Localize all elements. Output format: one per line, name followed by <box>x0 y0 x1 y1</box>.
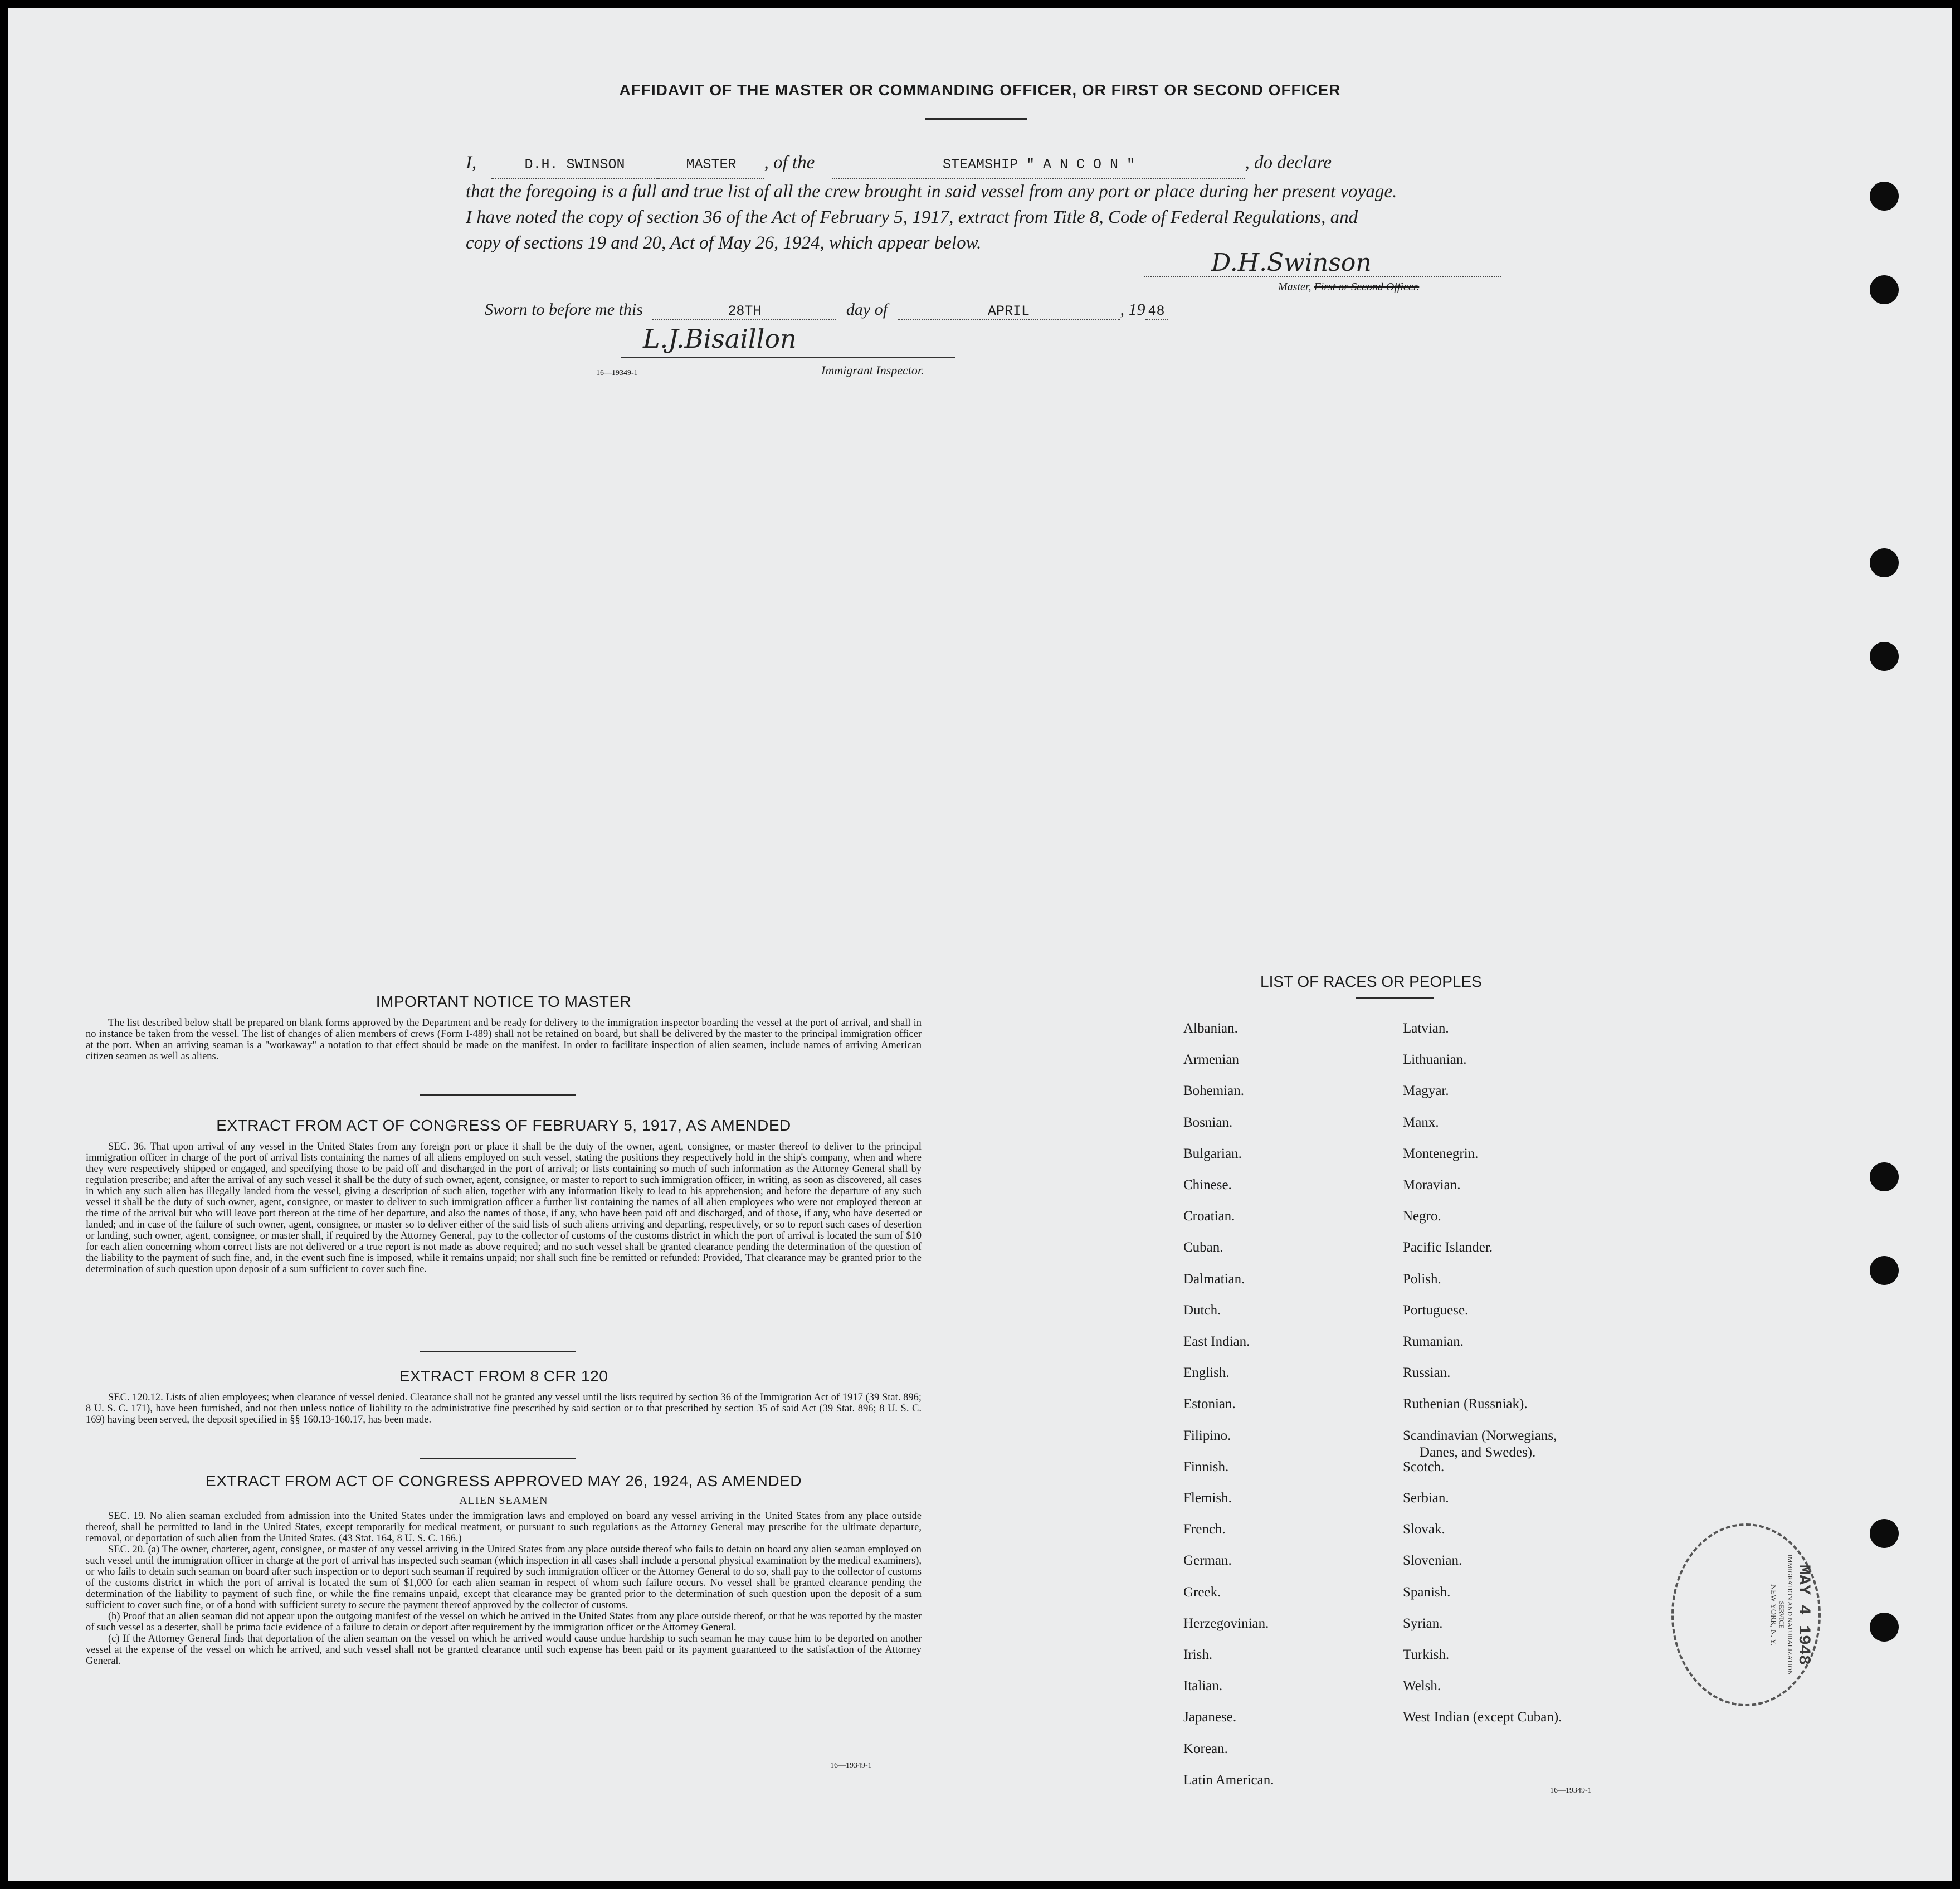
race-item: Chinese. <box>1183 1177 1232 1192</box>
declarant-name: D.H. SWINSON <box>491 152 659 179</box>
race-item: Greek. <box>1183 1584 1221 1600</box>
race-item: Irish. <box>1183 1647 1213 1662</box>
race-item: Magyar. <box>1403 1083 1449 1099</box>
race-item: Korean. <box>1183 1741 1228 1756</box>
race-item: West Indian (except Cuban). <box>1403 1710 1562 1725</box>
race-item: Scandinavian (Norwegians, <box>1403 1428 1557 1443</box>
race-item: Bosnian. <box>1183 1114 1233 1130</box>
form-number-left: 16—19349-1 <box>830 1761 872 1770</box>
notice-heading: IMPORTANT NOTICE TO MASTER <box>376 993 632 1010</box>
binder-hole <box>1870 548 1899 577</box>
race-item: Moravian. <box>1403 1177 1461 1192</box>
binder-hole <box>1870 1162 1899 1191</box>
inspector-signature-line <box>621 324 955 358</box>
sworn-month: APRIL <box>898 303 1120 320</box>
extract-1924-section <box>86 1472 922 1667</box>
binder-hole <box>1870 1613 1899 1642</box>
extract-cfr-section <box>86 1367 922 1425</box>
notice-paragraph: The list described below shall be prepared on blank forms approved by the Department and be ready for delivery to the immigration inspector boarding the vessel at the port of arrival, and shall in no instance be taken from the vessel. The list of changes of alien members of crews (Form I-489) shall not be retained on board, but shall be delivered by the master to the principal immigration officer at the port. When an arriving seaman is a "workaway" a notation to that effect should be made on the manifest. In order to facilitate inspection of alien seamen, include names of arriving American citizen seamen as well as aliens. <box>86 1017 922 1062</box>
sec-20c-paragraph: (c) If the Attorney General finds that deportation of the alien seaman on the vessel on which he arrived would cause undue hardship to such seaman he may cause him to be deported on another vessel at the expense of the vessel on which he arrived, and such vessel shall not be granted clearance until such expense has been paid or its payment guaranteed to the satisfaction of the Attorney General. <box>86 1633 922 1667</box>
sworn-prefix: Sworn to before me this <box>485 300 643 319</box>
race-item: Herzegovinian. <box>1183 1615 1269 1631</box>
notice-text <box>86 1017 922 1062</box>
race-item: Montenegrin. <box>1403 1146 1479 1161</box>
race-item: Welsh. <box>1403 1678 1441 1694</box>
affidavit-line3: I have noted the copy of section 36 of the Act of February 5, 1917, extract from Title 8, Code of Federal Regulations, and <box>466 207 1358 227</box>
divider <box>1356 997 1434 999</box>
day-of-text: day of <box>846 300 888 319</box>
declarant-rank: MASTER <box>659 152 764 179</box>
extract-1917-paragraph: SEC. 36. That upon arrival of any vessel in the United States from any foreign port or place it shall be the duty of the owner, agent, consignee, or master thereof to deliver to the principal immigration officer in charge of the port of arrival lists containing the names of all aliens employed on such vessel, stating the positions they respectively hold in the ship's company, when and where they were respectively shipped or engaged, and specifying those to be paid off and discharged in the port of arrival; or lists containing so much of such information as the Attorney General shall by regulation prescribe; and after the arrival of any such vessel it shall be the duty of such owner, agent, consignee, or master to report to such immigration officer, in writing, as soon as discovered, all cases in which any such alien has illegally landed from the vessel, giving a description of such alien, together with any information likely to lead to his apprehension; and before the departure of any such vessel it shall be the duty of such owner, agent, consignee, or master to deliver to such immigration officer a further list containing the names of all alien employees who were not employed thereon at the time of the arrival but who will leave port thereon at the time of her departure, and also the names of those, if any, who have been paid off and discharged, and of those, if any, who have deserted or landed; and in case of the failure of such owner, agent, consignee, or master so to deliver either of the said lists of such aliens arriving and departing, respectively, or so to report such cases of desertion or landing, such owner, agent, consignee, or master shall, if required by the Attorney General, pay to the collector of customs of the customs district in which the port of arrival is located the sum of $10 for each alien concerning whom correct lists are not delivered or a true report is not made as above required; and no such vessel shall be granted clearance pending the determination of the question of the liability to the payment of such fine, and, in the event such fine is imposed, while it remains unpaid; nor shall such fine be remitted or refunded: Provided, That clearance may be granted prior to the determination of such question upon deposit of a sum sufficient to cover such fine. <box>86 1141 922 1275</box>
binder-hole <box>1870 642 1899 671</box>
divider <box>420 1094 576 1096</box>
master-signature: D.H.Swinson <box>1211 249 1372 277</box>
master-caption <box>1278 281 1419 294</box>
race-item: Slovak. <box>1403 1522 1445 1537</box>
extract-1924-heading: EXTRACT FROM ACT OF CONGRESS APPROVED MAY 26, 1924, AS AMENDED <box>206 1472 802 1489</box>
pronoun-i: I, <box>466 153 477 173</box>
notice-section <box>86 993 922 1062</box>
race-item: English. <box>1183 1365 1230 1381</box>
extract-cfr-text <box>86 1392 922 1425</box>
race-item: Negro. <box>1403 1209 1441 1224</box>
race-item: Spanish. <box>1403 1584 1451 1600</box>
year-prefix: , 19 <box>1120 300 1145 319</box>
sec-19-paragraph: SEC. 19. No alien seaman excluded from admission into the United States under the immigration laws and employed on board any vessel arriving in the United States from any place outside thereof, shall be permitted to land in the United States, except temporarily for medical treatment, or pursuant to such regulations as the Attorney General may prescribe for the ultimate departure, removal, or deportation of such alien from the United States. (43 Stat. 164, 8 U. S. C. 166.) <box>86 1511 922 1544</box>
race-item: Syrian. <box>1403 1615 1443 1631</box>
race-item: Dutch. <box>1183 1302 1221 1318</box>
race-item: Portuguese. <box>1403 1302 1469 1318</box>
receipt-stamp <box>1671 1523 1821 1706</box>
binder-hole <box>1870 275 1899 304</box>
master-signature-line <box>1144 249 1501 277</box>
sworn-year: 48 <box>1145 303 1168 320</box>
binder-hole <box>1870 182 1899 211</box>
affidavit-line4: copy of sections 19 and 20, Act of May 26, 1924, which appear below. <box>466 233 982 253</box>
sec-20b-paragraph: (b) Proof that an alien seaman did not appear upon the outgoing manifest of the vessel on which he arrived in the United States from any place outside thereof, or that he was reported by the master of such vessel as a deserter, shall be prima facie evidence of a failure to detain or deport after requirement by the immigration officer or the Attorney General. <box>86 1611 922 1633</box>
divider <box>420 1351 576 1352</box>
race-item: Albanian. <box>1183 1021 1238 1036</box>
extract-cfr-heading: EXTRACT FROM 8 CFR 120 <box>399 1367 608 1385</box>
race-item: Dalmatian. <box>1183 1271 1245 1287</box>
race-item: Latvian. <box>1403 1021 1449 1036</box>
inspector-signature: L.J.Bisaillon <box>643 324 797 354</box>
race-item: Russian. <box>1403 1365 1451 1381</box>
master-caption-text: Master, <box>1278 281 1311 293</box>
race-item: French. <box>1183 1522 1226 1537</box>
race-item: Croatian. <box>1183 1209 1235 1224</box>
extract-1917-section <box>86 1117 922 1275</box>
of-the-text: , of the <box>764 153 815 173</box>
affidavit-block <box>466 150 1506 256</box>
race-item: Estonian. <box>1183 1396 1236 1412</box>
form-number: 16—19349-1 <box>596 369 638 377</box>
sec-20a-paragraph: SEC. 20. (a) The owner, charterer, agent, consignee, or master of any vessel arriving in the United States from any place outside thereof who fails to detain on board any alien seaman employed on such vessel until the immigration officer in charge at the port of arrival has inspected such seaman (which inspection in all cases shall include a personal physical examination by the medical examiners), or who fails to detain such seaman on board after such inspection or to deport such seaman if required by such immigration officer or the Attorney General to do so, shall pay to the collector of customs of the customs district in which the port of arrival is located the sum of $1,000 for each alien seaman in respect of whom such failure occurs. No vessel shall be granted clearance pending the determination of the liability to payment of such fine, or while the fine remains unpaid, except that clearance may be granted prior to the determination of such question upon the deposit of a sum sufficient to cover such fine, or of a bond with sufficient surety to secure the payment thereof approved by the collector of customs. <box>86 1544 922 1611</box>
race-item: Polish. <box>1403 1271 1441 1287</box>
stamp-agency: IMMIGRATION AND NATURALIZATION SERVICE <box>1778 1554 1794 1676</box>
race-item: Bohemian. <box>1183 1083 1245 1099</box>
race-item: Turkish. <box>1403 1647 1450 1662</box>
race-item: Cuban. <box>1183 1240 1223 1255</box>
extract-cfr-paragraph: SEC. 120.12. Lists of alien employees; when clearance of vessel denied. Clearance shall not be granted any vessel until the lists required by section 36 of the Immigration Act of 1917 (39 Stat. 896; 8 U. S. C. 171), have been furnished, and not then unless notice of liability to the administrative fine prescribed by said section or to that prescribed by section 35 of said Act (39 Stat. 896; 8 U. S. C. 169) having been served, the deposit specified in §§ 160.13-160.17, has been made. <box>86 1392 922 1425</box>
form-number-right: 16—19349-1 <box>1550 1786 1592 1795</box>
race-item: Armenian <box>1183 1052 1239 1068</box>
binder-hole <box>1870 1519 1899 1548</box>
affidavit-title: AFFIDAVIT OF THE MASTER OR COMMANDING OFFICER, OR FIRST OR SECOND OFFICER <box>619 81 1341 99</box>
races-heading: LIST OF RACES OR PEOPLES <box>1260 973 1482 990</box>
extract-1917-text <box>86 1141 922 1275</box>
divider <box>925 118 1027 120</box>
race-item: Filipino. <box>1183 1428 1231 1443</box>
vessel-name: STEAMSHIP " A N C O N " <box>832 152 1245 179</box>
sworn-day: 28TH <box>652 303 836 320</box>
race-item: Italian. <box>1183 1678 1223 1694</box>
officer-caption-struck: First or Second Officer. <box>1314 281 1420 293</box>
extract-1924-text <box>86 1511 922 1667</box>
race-item: Pacific Islander. <box>1403 1240 1493 1255</box>
stamp-date: MAY 4 1948 <box>1794 1564 1813 1666</box>
extract-1917-heading: EXTRACT FROM ACT OF CONGRESS OF FEBRUARY 5, 1917, AS AMENDED <box>216 1117 791 1134</box>
binder-hole <box>1870 1256 1899 1285</box>
race-item: Scotch. <box>1403 1459 1445 1474</box>
stamp-location: NEW YORK, N. Y. <box>1769 1584 1777 1645</box>
race-item: East Indian. <box>1183 1334 1250 1349</box>
race-item: Finnish. <box>1183 1459 1229 1474</box>
do-declare-text: , do declare <box>1245 153 1332 173</box>
divider <box>420 1458 576 1459</box>
sworn-line <box>485 300 1168 320</box>
alien-seamen-subheading: ALIEN SEAMEN <box>459 1494 548 1507</box>
document-page <box>8 8 1952 1881</box>
race-item: Latin American. <box>1183 1772 1274 1788</box>
race-item: Japanese. <box>1183 1710 1237 1725</box>
race-item: Flemish. <box>1183 1491 1232 1506</box>
inspector-caption: Immigrant Inspector. <box>821 363 924 377</box>
race-item: Bulgarian. <box>1183 1146 1242 1161</box>
race-item: Serbian. <box>1403 1491 1449 1506</box>
race-item: Rumanian. <box>1403 1334 1464 1349</box>
race-item: Manx. <box>1403 1114 1439 1130</box>
race-item: Lithuanian. <box>1403 1052 1467 1068</box>
race-item: Danes, and Swedes). <box>1420 1444 1536 1460</box>
race-item: Ruthenian (Russniak). <box>1403 1396 1528 1412</box>
race-item: German. <box>1183 1553 1232 1569</box>
affidavit-line2: that the foregoing is a full and true list of all the crew brought in said vessel from any port or place during her present voyage. <box>466 182 1397 202</box>
race-item: Slovenian. <box>1403 1553 1462 1569</box>
